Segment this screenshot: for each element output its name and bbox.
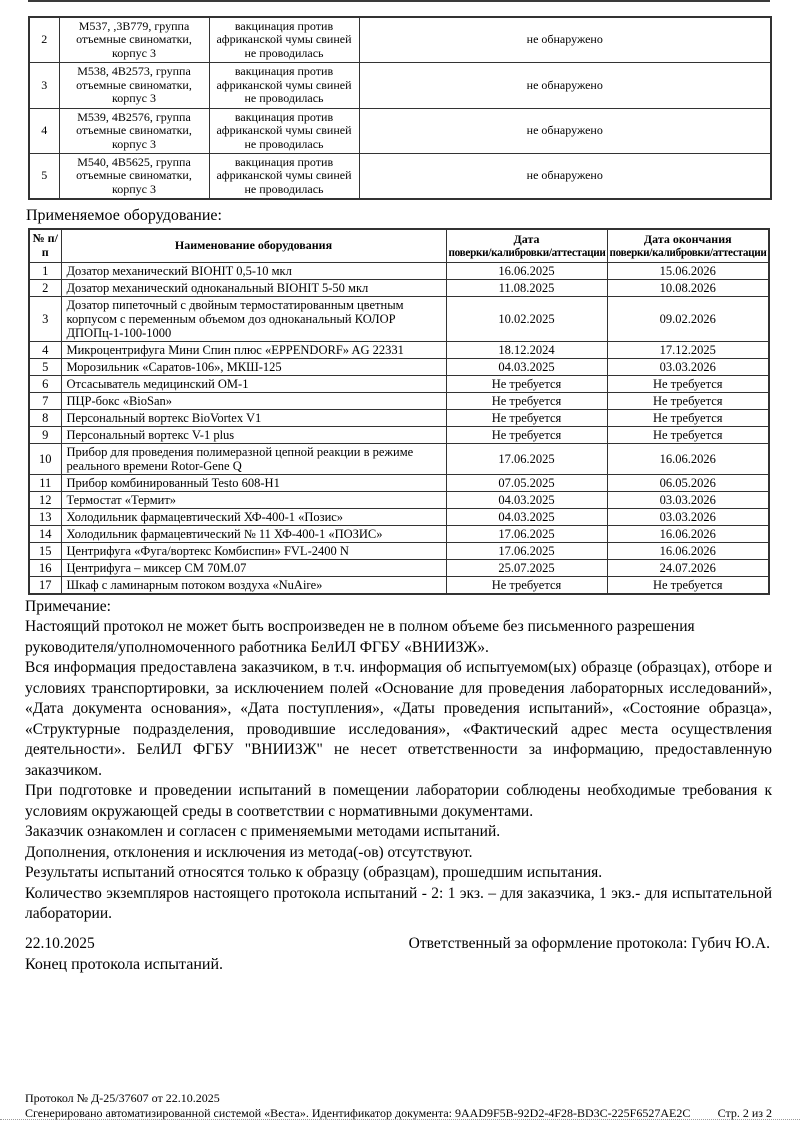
equipment-date: 04.03.2025: [446, 491, 607, 508]
equipment-date-end: 16.06.2026: [607, 443, 769, 474]
equipment-date-end: 16.06.2026: [607, 542, 769, 559]
equipment-header-date: [446, 229, 607, 262]
equipment-date-end: Не требуется: [607, 426, 769, 443]
sample-vaccination-info: вакцинация против африканской чумы свиней не проводилась: [209, 108, 359, 153]
equipment-row: [29, 542, 769, 559]
equipment-name: Термостат «Термит»: [61, 491, 446, 508]
equipment-row: [29, 341, 769, 358]
footer-generated-text: Сгенерировано автоматизированной системой «Веста». Идентификатор документа: 9AAD9F5B-92D2-4F28-BD3C-225F6527AE2C: [25, 1106, 691, 1120]
notes-paragraph: Заказчик ознакомлен и согласен с применяемыми методами испытаний.: [25, 823, 501, 841]
equipment-row: [29, 525, 769, 542]
signoff-date: 22.10.2025: [25, 934, 95, 952]
equipment-date: Не требуется: [446, 409, 607, 426]
equipment-row: [29, 279, 769, 296]
equipment-header-row: [29, 229, 769, 262]
page-bottom-edge: [0, 1119, 800, 1120]
equipment-row: [29, 392, 769, 409]
sample-result: не обнаружено: [359, 63, 771, 108]
equipment-num: 12: [29, 491, 61, 508]
notes-paragraph: Настоящий протокол не может быть воспроизведен не в полном объеме без письменного разрешения руководителя/уполномоченного работника БелИЛ ФГБУ «ВНИИЗЖ».: [25, 618, 695, 656]
equipment-date: 17.06.2025: [446, 443, 607, 474]
equipment-row: [29, 491, 769, 508]
equipment-date: 25.07.2025: [446, 559, 607, 576]
equipment-num: 17: [29, 576, 61, 594]
equipment-date: Не требуется: [446, 426, 607, 443]
equipment-date-end: Не требуется: [607, 409, 769, 426]
equipment-date-end: 03.03.2026: [607, 491, 769, 508]
equipment-date-end: 24.07.2026: [607, 559, 769, 576]
equipment-header-date-end-line2: поверки/калибровки/аттестации: [609, 246, 767, 259]
equipment-row: [29, 358, 769, 375]
equipment-header-name: Наименование оборудования: [61, 229, 446, 262]
equipment-num: 8: [29, 409, 61, 426]
equipment-header-date-end-line1: Дата окончания: [643, 231, 732, 246]
equipment-num: 2: [29, 279, 61, 296]
equipment-name: Дозатор пипеточный с двойным термостатированным цветным корпусом с переменным объемом доз одноканальный КОЛОР ДПОПц-1-100-1000: [61, 296, 446, 341]
equipment-date-end: 03.03.2026: [607, 508, 769, 525]
equipment-name: Холодильник фармацевтический № 11 ХФ-400-1 «ПОЗИС»: [61, 525, 446, 542]
sample-row-number: 2: [29, 17, 59, 63]
equipment-name: Прибор для проведения полимеразной цепной реакции в режиме реального времени Rotor-Gene Q: [61, 443, 446, 474]
equipment-date: 16.06.2025: [446, 262, 607, 279]
previous-row-cut-edge: [28, 0, 770, 2]
equipment-row: [29, 296, 769, 341]
equipment-date: Не требуется: [446, 375, 607, 392]
equipment-date-end: 16.06.2026: [607, 525, 769, 542]
signoff-responsible: Ответственный за оформление протокола: Губич Ю.А.: [408, 934, 770, 952]
equipment-row: [29, 474, 769, 491]
equipment-row: [29, 409, 769, 426]
sample-row: [29, 153, 771, 199]
equipment-date-end: 15.06.2026: [607, 262, 769, 279]
equipment-row: [29, 559, 769, 576]
equipment-num: 6: [29, 375, 61, 392]
equipment-date-end: 09.02.2026: [607, 296, 769, 341]
equipment-date: 04.03.2025: [446, 508, 607, 525]
notes-section: [25, 597, 772, 925]
notes-paragraph: Дополнения, отклонения и исключения из метода(-ов) отсутствуют.: [25, 843, 473, 861]
equipment-date: 17.06.2025: [446, 525, 607, 542]
equipment-date: Не требуется: [446, 576, 607, 594]
equipment-num: 10: [29, 443, 61, 474]
sample-row-number: 3: [29, 63, 59, 108]
equipment-name: Прибор комбинированный Testo 608-Н1: [61, 474, 446, 491]
equipment-num: 16: [29, 559, 61, 576]
equipment-name: ПЦР-бокс «BioSan»: [61, 392, 446, 409]
equipment-name: Холодильник фармацевтический ХФ-400-1 «Позис»: [61, 508, 446, 525]
equipment-row: [29, 375, 769, 392]
samples-results-table: [28, 16, 772, 200]
sample-vaccination-info: вакцинация против африканской чумы свиней не проводилась: [209, 63, 359, 108]
equipment-row: [29, 262, 769, 279]
equipment-name: Морозильник «Саратов-106», МКШ-125: [61, 358, 446, 375]
equipment-num: 14: [29, 525, 61, 542]
footer-protocol-number: Протокол № Д-25/37607 от 22.10.2025: [25, 1091, 220, 1105]
notes-heading: Примечание:: [25, 597, 111, 615]
equipment-num: 5: [29, 358, 61, 375]
notes-paragraph: Вся информация предоставлена заказчиком, в т.ч. информация об испытуемом(ых) образце (образцах), отборе и условиях транспортировки, за исключением полей «Основание для проведения лабораторных исследований», «Дата документа основания», «Дата поступления», «Даты проведения испытаний», «Состояние образца», «Структурные подразделения, проводившие исследования», «Фактический адрес места осуществления деятельности». БелИЛ ФГБУ "ВНИИЗЖ" не несет ответственности за информацию, предоставленную заказчиком.: [25, 659, 772, 779]
sample-vaccination-info: вакцинация против африканской чумы свиней не проводилась: [209, 153, 359, 199]
equipment-name: Дозатор механический одноканальный BIOHIT 5-50 мкл: [61, 279, 446, 296]
sample-row: [29, 63, 771, 108]
sample-description: М540, 4В5625, группа отъемные свиноматки, корпус 3: [59, 153, 209, 199]
equipment-table: [28, 228, 770, 595]
sample-result: не обнаружено: [359, 153, 771, 199]
sample-row-number: 4: [29, 108, 59, 153]
equipment-name: Микроцентрифуга Мини Спин плюс «EPPENDORF» AG 22331: [61, 341, 446, 358]
equipment-header-date-line1: Дата: [513, 231, 540, 246]
sample-result: не обнаружено: [359, 108, 771, 153]
equipment-date: 10.02.2025: [446, 296, 607, 341]
equipment-num: 11: [29, 474, 61, 491]
footer-generated-row: [25, 1106, 772, 1120]
sample-result: не обнаружено: [359, 17, 771, 63]
equipment-name: Дозатор механический BIOHIT 0,5-10 мкл: [61, 262, 446, 279]
equipment-date-end: 17.12.2025: [607, 341, 769, 358]
footer-page-number: Стр. 2 из 2: [717, 1106, 772, 1120]
equipment-num: 4: [29, 341, 61, 358]
equipment-num: 1: [29, 262, 61, 279]
sample-description: М537, ,3В779, группа отъемные свиноматки, корпус 3: [59, 17, 209, 63]
sample-description: М538, 4В2573, группа отъемные свиноматки, корпус 3: [59, 63, 209, 108]
equipment-row: [29, 443, 769, 474]
equipment-name: Центрифуга «Фуга/вортекс Комбиспин» FVL-2400 N: [61, 542, 446, 559]
sample-description: М539, 4В2576, группа отъемные свиноматки, корпус 3: [59, 108, 209, 153]
equipment-num: 13: [29, 508, 61, 525]
sample-row: [29, 17, 771, 63]
sample-row-number: 5: [29, 153, 59, 199]
equipment-date-end: Не требуется: [607, 375, 769, 392]
equipment-date: 07.05.2025: [446, 474, 607, 491]
equipment-row: [29, 508, 769, 525]
equipment-date-end: Не требуется: [607, 576, 769, 594]
equipment-row: [29, 576, 769, 594]
sample-vaccination-info: вакцинация против африканской чумы свиней не проводилась: [209, 17, 359, 63]
equipment-num: 9: [29, 426, 61, 443]
equipment-date: 18.12.2024: [446, 341, 607, 358]
equipment-date-end: Не требуется: [607, 392, 769, 409]
equipment-name: Шкаф с ламинарным потоком воздуха «NuAire»: [61, 576, 446, 594]
equipment-num: 7: [29, 392, 61, 409]
equipment-date-end: 06.05.2026: [607, 474, 769, 491]
equipment-date: Не требуется: [446, 392, 607, 409]
equipment-header-date-end: [607, 229, 769, 262]
end-of-protocol-line: Конец протокола испытаний.: [25, 955, 224, 973]
equipment-date: 04.03.2025: [446, 358, 607, 375]
equipment-name: Отсасыватель медицинский ОМ-1: [61, 375, 446, 392]
equipment-num: 3: [29, 296, 61, 341]
notes-paragraph: Результаты испытаний относятся только к образцу (образцам), прошедшим испытания.: [25, 864, 603, 882]
equipment-header-num: № п/п: [29, 229, 61, 262]
equipment-date: 17.06.2025: [446, 542, 607, 559]
signoff-row: [25, 934, 770, 954]
equipment-num: 15: [29, 542, 61, 559]
equipment-heading: Применяемое оборудование:: [26, 207, 222, 225]
equipment-date-end: 03.03.2026: [607, 358, 769, 375]
sample-row: [29, 108, 771, 153]
equipment-date-end: 10.08.2026: [607, 279, 769, 296]
equipment-name: Персональный вортекс BioVortex V1: [61, 409, 446, 426]
equipment-header-date-line2: поверки/калибровки/аттестации: [448, 246, 606, 259]
notes-paragraph: Количество экземпляров настоящего протокола испытаний - 2: 1 экз. – для заказчика, 1 экз.- для испытательной лаборатории.: [25, 884, 772, 923]
equipment-name: Персональный вортекс V-1 plus: [61, 426, 446, 443]
equipment-row: [29, 426, 769, 443]
equipment-name: Центрифуга – миксер СМ 70М.07: [61, 559, 446, 576]
equipment-date: 11.08.2025: [446, 279, 607, 296]
notes-paragraph: При подготовке и проведении испытаний в помещении лаборатории соблюдены необходимые требования к условиям окружающей среды в соответствии с нормативными документами.: [25, 782, 772, 820]
equipment-table-body: [29, 262, 769, 594]
